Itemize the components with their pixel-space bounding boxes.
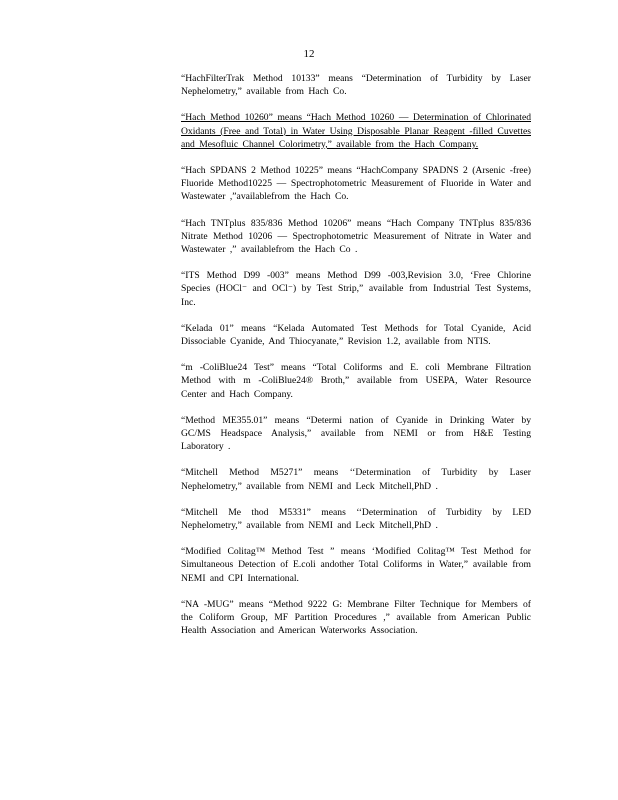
definitions-list [181,72,531,651]
definition-m-coliblue24: “m -ColiBlue24 Test” means “Total Coliforms and E. coli Membrane Filtration Method with m -ColiBlue24® Broth,” available from USEPA, Water Resource Center and Hach Company. [181,362,531,400]
page-number: 12 [303,48,315,60]
definition-its-d99-003: “ITS Method D99 -003” means Method D99 -003,Revision 3.0, ‘Free Chlorine Species (HOCl⁻ and OCl⁻) by Test Strip,” available from Industrial Test Systems, Inc. [181,270,531,308]
definition-hach-10260: “Hach Method 10260” means “Hach Method 10260 — Determination of Chlorinated Oxidants (Free and Total) in Water Using Disposable Planar Reagent -filled Cuvettes and Mesofluic Channel Colorimetry,” available from the Hach Company. [181,112,531,150]
definition-hach-filtertrak-10133: “HachFilterTrak Method 10133” means “Determination of Turbidity by Laser Nephelometry,” available from Hach Co. [181,73,531,98]
definition-kelada-01: “Kelada 01” means “Kelada Automated Test Methods for Total Cyanide, Acid Dissociable Cyanide, And Thiocyanate,” Revision 1.2, available from NTIS. [181,322,531,348]
definition-mitchell-m5271: “Mitchell Method M5271” means ‘‘Determination of Turbidity by Laser Nephelometry,” available from NEMI and Leck Mitchell,PhD . [181,467,531,492]
definition-method-me355: “Method ME355.01” means “Determi nation of Cyanide in Drinking Water by GC/MS Headspace Analysis,” available from NEMI or from H&E Testing Laboratory . [181,414,531,453]
definition-na-mug: “NA -MUG” means “Method 9222 G: Membrane Filter Technique for Members of the Coliform Group, MF Partition Procedures ,” available from American Public Health Association and American Waterworks Association. [181,598,531,637]
definition-modified-colitag: “Modified Colitag™ Method Test ” means ‘Modified Colitag™ Test Method for Simultaneous Detection of E.coli andother Total Coliforms in Water,” available from NEMI and CPI International. [181,546,531,584]
definition-hach-spadns-10225: “Hach SPDANS 2 Method 10225” means “HachCompany SPADNS 2 (Arsenic -free) Fluoride Method10225 — Spectrophotometric Measurement of Fluoride in Water and Wastewater ,”availablefrom the Hach Co. [181,165,531,203]
definition-hach-tntplus-10206: “Hach TNTplus 835/836 Method 10206” means “Hach Company TNTplus 835/836 Nitrate Method 10206 — Spectrophotometric Measurement of Nitrate in Water and Wastewater ,” availablefrom the Hach Co . [181,217,531,256]
definition-mitchell-m5331: “Mitchell Me thod M5331” means ‘‘Determination of Turbidity by LED Nephelometry,” available from NEMI and Leck Mitchell,PhD . [181,506,531,532]
